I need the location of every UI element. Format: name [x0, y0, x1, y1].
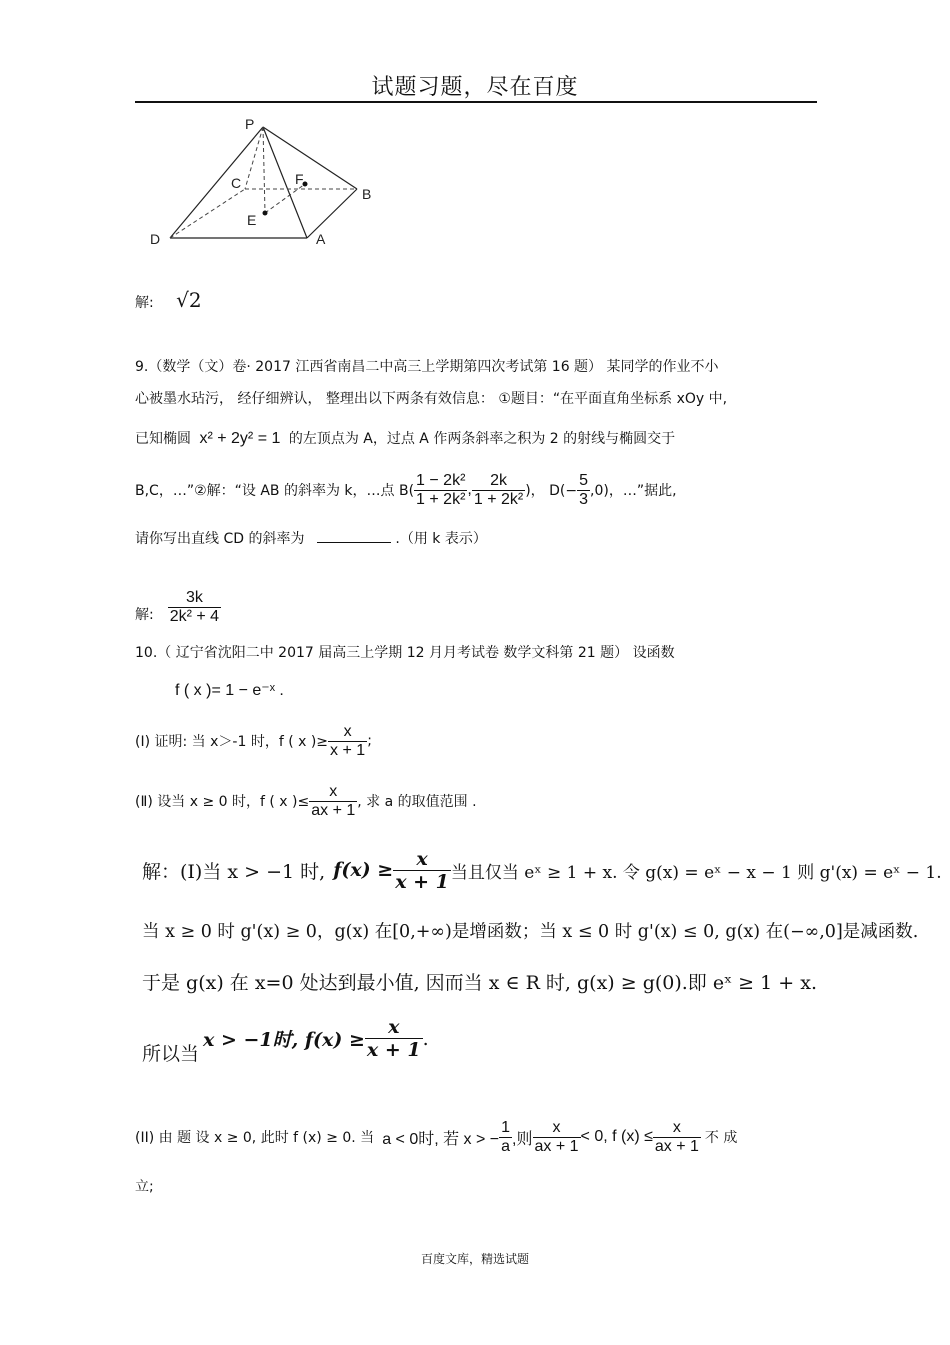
q10-part-2-fraction	[309, 783, 357, 820]
part-2-solution-d: < 0, f (x) ≤	[580, 1128, 653, 1145]
fraction-numerator: 2k	[472, 472, 525, 491]
fraction-denominator: ax + 1	[534, 1137, 579, 1155]
point-b-x-fraction	[414, 472, 467, 509]
q9-answer	[135, 576, 221, 626]
q10-part-2	[135, 778, 477, 824]
label-f: F	[295, 171, 304, 187]
solution-line-2: 当 x ≥ 0 时 g'(x) ≥ 0，g(x) 在[0,+∞)是增函数；当 x ≤ 0 时 g'(x) ≤ 0, g(x) 在(−∞,0]是减函数.	[142, 922, 919, 942]
answer-blank	[317, 528, 391, 543]
solution-line-4-a: 所以当	[142, 1043, 200, 1065]
fraction-numerator: x	[328, 723, 367, 742]
q9-line-3-prefix: 已知椭圆	[135, 431, 191, 447]
q9-answer-fraction	[168, 589, 221, 626]
fraction-numerator: 5	[579, 471, 589, 489]
q9-line-5-prefix: 请你写出直线 CD 的斜率为	[135, 531, 305, 547]
solution-line-1	[142, 844, 942, 896]
fraction-denominator: 2k² + 4	[169, 608, 220, 625]
q8-answer	[135, 288, 202, 312]
fraction-denominator: 1 + 2k²	[473, 490, 524, 508]
solution-line-1-fraction	[393, 848, 451, 893]
fraction-numerator: 1	[501, 1118, 511, 1136]
q8-answer-prefix: 解:	[135, 295, 154, 311]
fraction-numerator: x	[365, 1016, 423, 1039]
part-2-solution-fraction-3	[653, 1119, 701, 1156]
solution-line-4	[142, 1016, 429, 1066]
q10-line-1: 10.（ 辽宁省沈阳二中 2017 届高三上学期 12 月月考试卷 数学文科第 21 题） 设函数	[135, 645, 675, 661]
edge-pb	[263, 127, 357, 189]
fraction-denominator: 1 + 2k²	[416, 490, 466, 508]
fraction-denominator: x + 1	[330, 741, 366, 759]
fraction-numerator: x	[393, 848, 451, 871]
label-c: C	[231, 175, 242, 191]
q9-line-3-suffix: 的左顶点为 A，过点 A 作两条斜率之积为 2 的射线与椭圆交于	[288, 431, 676, 447]
solution-line-1-a: 解：(Ⅰ)当 x > −1 时,	[142, 860, 326, 883]
fraction-numerator: x	[533, 1119, 581, 1138]
ellipse-equation: x² + 2y² = 1	[199, 430, 281, 447]
point-b-y-fraction	[472, 472, 525, 509]
q9-line-4-mid: )， D(−	[525, 483, 578, 499]
q8-answer-value: √2	[176, 288, 202, 312]
q10-part-2-prefix: (Ⅱ) 设当 x ≥ 0 时，f ( x )≤	[135, 794, 310, 810]
header-rule	[135, 101, 817, 103]
solution-line-4-c: .	[422, 1027, 429, 1050]
label-a: A	[316, 231, 326, 247]
page-header-title: 试题习题，尽在百度	[371, 75, 579, 100]
label-d: D	[150, 231, 161, 247]
solution-line-1-b: f(x) ≥	[333, 859, 394, 881]
edge-dc	[170, 189, 245, 238]
q10-function: f ( x )= 1 − e⁻ˣ .	[175, 682, 284, 699]
q10-part-1-fraction	[328, 723, 367, 760]
q10-part-2-solution	[135, 1112, 737, 1162]
q9-line-5	[135, 528, 487, 548]
fraction-denominator: ax + 1	[654, 1137, 699, 1155]
segment-ef	[265, 184, 305, 213]
q10-part-1	[135, 718, 372, 764]
q9-line-4-suffix: ,0)，…”据此,	[590, 483, 677, 499]
part-2-solution-c: ,则	[512, 1130, 533, 1148]
q9-line-1: 9.（数学（文）卷· 2017 江西省南昌二中高三上学期第四次考试第 16 题） 某同学的作业不小	[135, 359, 719, 375]
pyramid-figure	[135, 112, 385, 252]
part-2-solution-b: a < 0时, 若 x > −	[382, 1130, 500, 1148]
solution-line-4-fraction	[365, 1016, 423, 1061]
fraction-denominator: x + 1	[395, 870, 449, 893]
q9-line-5-suffix: .（用 k 表示）	[395, 531, 487, 547]
q10-part-1-suffix: ;	[367, 733, 372, 749]
solution-line-3: 于是 g(x) 在 x=0 处达到最小值, 因而当 x ∈ R 时, g(x) ≥ g(0).即 eˣ ≥ 1 + x.	[142, 972, 817, 994]
part-2-solution-fraction-2	[533, 1119, 581, 1156]
fraction-numerator: x	[309, 783, 357, 802]
q9-answer-prefix: 解:	[135, 607, 154, 623]
fraction-numerator: 3k	[168, 589, 221, 608]
fraction-numerator: 1 − 2k²	[416, 471, 466, 489]
q9-line-3	[135, 428, 675, 448]
q10-part-2-suffix: , 求 a 的取值范围 .	[357, 794, 477, 810]
edge-pc	[245, 127, 263, 189]
q9-line-2: 心被墨水玷污， 经仔细辨认， 整理出以下两条有效信息： ①题目：“在平面直角坐标系 xOy 中,	[135, 391, 728, 407]
part-2-solution-a: (II) 由 题 设 x ≥ 0, 此时 f (x) ≥ 0. 当	[135, 1130, 375, 1146]
label-b: B	[362, 186, 372, 202]
fraction-denominator: a	[501, 1137, 511, 1155]
label-p: P	[245, 116, 255, 132]
point-e	[263, 211, 268, 216]
page-footer: 百度文库，精选试题	[420, 1252, 529, 1266]
solution-line-4-b: x > −1时, f(x) ≥	[203, 1029, 365, 1051]
label-e: E	[247, 212, 257, 228]
q10-part-1-prefix: (Ⅰ) 证明: 当 x＞-1 时，f ( x )≥	[135, 734, 329, 750]
part-2-solution-end: 立;	[135, 1179, 154, 1195]
solution-line-1-c: 当且仅当 eˣ ≥ 1 + x. 令 g(x) = eˣ − x − 1 则 g'(x) = eˣ − 1.	[450, 862, 942, 883]
part-2-solution-fraction-1	[499, 1119, 512, 1156]
fraction-numerator: x	[653, 1119, 701, 1138]
edge-ab	[307, 189, 357, 238]
fraction-denominator: x + 1	[366, 1039, 421, 1061]
segment-pe	[263, 127, 265, 213]
q9-line-4-prefix: B,C，…”②解：“设 AB 的斜率为 k，…点 B(	[135, 483, 415, 499]
point-d-fraction	[577, 472, 590, 509]
part-2-solution-e: 不 成	[704, 1130, 738, 1146]
fraction-denominator: ax + 1	[311, 801, 356, 819]
fraction-denominator: 3	[579, 490, 589, 508]
q9-line-4: B,C，…”②解：“设 AB 的斜率为 k，…点 B( $\frac{\text{1 − 2k²}}{\text{1 + 2k²}}$ , $\frac{2k}{\text{1 + 2k²}}$ )， D(− $\frac{5}{3}$ ,0)，…”据此,	[135, 471, 677, 508]
